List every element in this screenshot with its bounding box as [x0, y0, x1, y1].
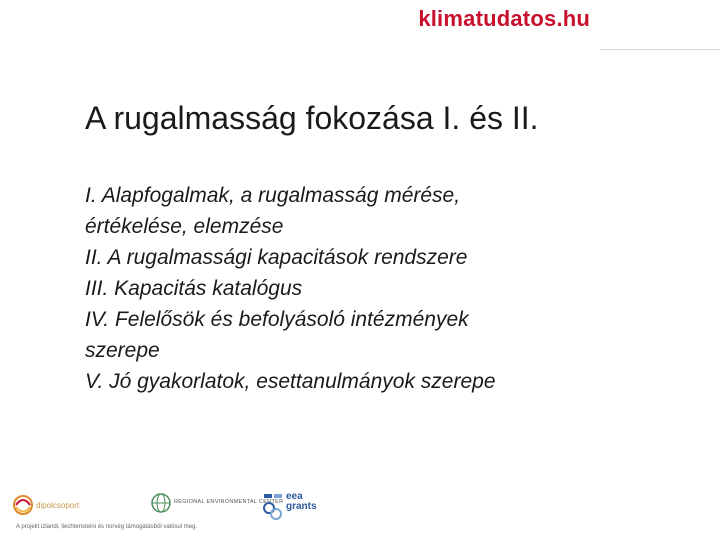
- content-line: I. Alapfogalmak, a rugalmasság mérése,: [85, 184, 461, 207]
- dipol-logo-text: dipolcsoport: [36, 501, 80, 510]
- eea-grants-icon: [262, 492, 284, 522]
- eea-grants-text: [286, 492, 317, 512]
- eea-grants-logo: [262, 492, 322, 532]
- rec-logo: [150, 488, 284, 518]
- slide-title: A rugalmasság fokozása I. és II.: [85, 100, 539, 136]
- rec-logo-text: REGIONAL ENVIRONMENTAL CENTER: [174, 499, 284, 505]
- brand-logo: klimatudatos.hu: [418, 6, 590, 31]
- eea-text-line2: grants: [286, 501, 317, 512]
- dipol-logo: [12, 492, 102, 522]
- dipol-swirl-icon: [12, 492, 34, 518]
- content-line: szerepe: [85, 339, 160, 362]
- slide-content: [85, 180, 685, 397]
- eea-text-line1: eea: [286, 491, 303, 502]
- content-line: értékelése, elemzése: [85, 215, 284, 238]
- content-line: V. Jó gyakorlatok, esettanulmányok szerepe: [85, 370, 496, 393]
- header-divider: [600, 49, 720, 50]
- content-line: III. Kapacitás katalógus: [85, 277, 303, 300]
- footer: [0, 480, 720, 540]
- content-line: IV. Felelősök és befolyásoló intézmények: [85, 308, 469, 331]
- footer-note: A projekt izlandi, liechtensteini és norvég támogatásból valósul meg.: [16, 524, 198, 530]
- content-line: II. A rugalmassági kapacitások rendszere: [85, 246, 468, 269]
- rec-globe-icon: [150, 492, 172, 514]
